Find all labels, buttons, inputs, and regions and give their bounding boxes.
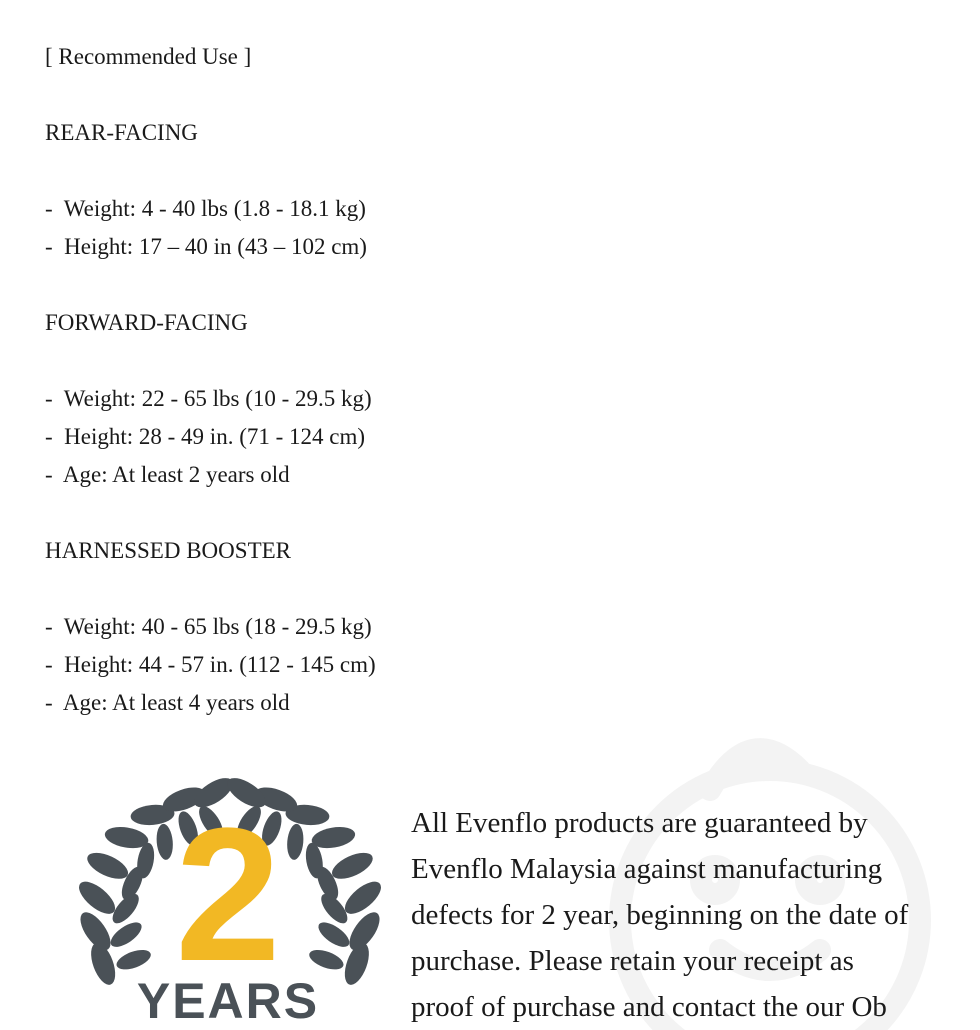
warranty-section — [0, 760, 960, 1029]
warranty-description — [411, 800, 951, 1030]
spec-item: - Weight: 40 - 65 lbs (18 - 29.5 kg) — [45, 614, 372, 639]
warranty-line: purchase. Please retain your receipt as — [411, 945, 854, 977]
recommended-use-heading: [ Recommended Use ] — [45, 44, 252, 69]
laurel-leaf — [340, 876, 387, 920]
badge-number: 2 — [175, 789, 281, 1001]
laurel-leaf — [83, 847, 131, 884]
section-title-rear-facing: REAR-FACING — [45, 120, 198, 145]
badge-word: YEARS — [136, 973, 320, 1029]
spec-item: - Height: 17 – 40 in (43 – 102 cm) — [45, 234, 367, 259]
laurel-leaf — [315, 918, 354, 952]
laurel-leaf — [286, 823, 305, 860]
laurel-leaf — [74, 876, 121, 920]
spec-item: - Height: 28 - 49 in. (71 - 124 cm) — [45, 424, 366, 449]
section-title-harnessed-booster: HARNESSED BOOSTER — [45, 538, 292, 563]
spec-item: - Weight: 4 - 40 lbs (1.8 - 18.1 kg) — [45, 196, 366, 221]
laurel-leaf — [155, 823, 174, 860]
spec-item: - Age: At least 2 years old — [45, 462, 290, 487]
warranty-line: All Evenflo products are guaranteed by — [411, 807, 868, 839]
warranty-line: defects for 2 year, beginning on the date of — [411, 899, 909, 931]
section-title-forward-facing: FORWARD-FACING — [45, 310, 248, 335]
spec-item: - Weight: 22 - 65 lbs (10 - 29.5 kg) — [45, 386, 372, 411]
warranty-line: proof of purchase and contact the our Ob — [411, 991, 887, 1023]
laurel-leaf — [107, 918, 146, 952]
two-year-warranty-badge — [60, 770, 400, 1030]
laurel-leaf — [328, 847, 376, 884]
warranty-line: Evenflo Malaysia against manufacturing — [411, 853, 883, 885]
spec-item: - Height: 44 - 57 in. (112 - 145 cm) — [45, 652, 376, 677]
recommended-use-section — [45, 38, 905, 722]
spec-item: - Age: At least 4 years old — [45, 690, 290, 715]
laurel-leaf — [307, 946, 346, 973]
laurel-leaf — [114, 946, 153, 973]
